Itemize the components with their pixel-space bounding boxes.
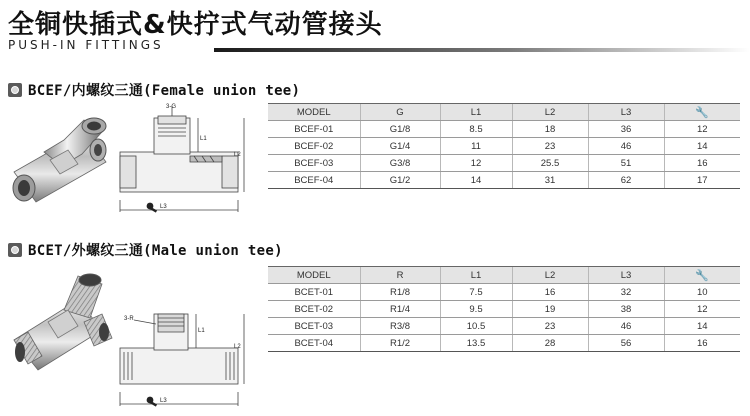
- bullet-icon: [8, 83, 22, 97]
- wrench-icon: [147, 203, 157, 213]
- table-cell: 10: [664, 284, 740, 301]
- page-subtitle: PUSH-IN FITTINGS: [8, 38, 164, 52]
- table-cell: 16: [664, 335, 740, 352]
- drawing-label-l1: L1: [200, 136, 207, 142]
- drawing-label-l1: L1: [198, 328, 205, 334]
- column-header: MODEL: [268, 104, 360, 121]
- spec-table-bcef: [268, 103, 740, 189]
- section-heading-bcef: [8, 80, 300, 100]
- table-cell: 28: [512, 335, 588, 352]
- drawing-label-l3: L3: [160, 398, 167, 404]
- section-title: BCET/外螺纹三通(Male union tee): [28, 243, 283, 259]
- table-row: [268, 155, 740, 172]
- column-header: MODEL: [268, 267, 360, 284]
- table-cell: 32: [588, 284, 664, 301]
- table-cell: 19: [512, 301, 588, 318]
- column-header: L1: [440, 104, 512, 121]
- table-header-row: [268, 104, 740, 121]
- table-cell: BCET-04: [268, 335, 360, 352]
- product-photo-male-tee: [8, 270, 120, 374]
- table-cell: G1/4: [360, 138, 440, 155]
- wrench-icon: 🔧: [664, 267, 740, 284]
- table-cell: 56: [588, 335, 664, 352]
- table-row: [268, 138, 740, 155]
- table-cell: 31: [512, 172, 588, 189]
- table-cell: 16: [664, 155, 740, 172]
- drawing-label-thread: 3-R: [124, 316, 134, 322]
- technical-drawing-male-tee: [110, 292, 250, 412]
- table-cell: 14: [664, 318, 740, 335]
- table-cell: 62: [588, 172, 664, 189]
- table-cell: BCET-02: [268, 301, 360, 318]
- table-cell: 7.5: [440, 284, 512, 301]
- table-cell: 16: [512, 284, 588, 301]
- table-cell: BCEF-02: [268, 138, 360, 155]
- table-cell: 17: [664, 172, 740, 189]
- product-photo-female-tee: [6, 110, 124, 208]
- table-header-row: [268, 267, 740, 284]
- table-cell: 9.5: [440, 301, 512, 318]
- table-cell: BCEF-03: [268, 155, 360, 172]
- table-cell: 38: [588, 301, 664, 318]
- column-header: G: [360, 104, 440, 121]
- table-cell: 18: [512, 121, 588, 138]
- drawing-label-thread: 3-G: [166, 104, 177, 110]
- table-cell: BCET-01: [268, 284, 360, 301]
- table-cell: G1/8: [360, 121, 440, 138]
- table-cell: 11: [440, 138, 512, 155]
- page-title: 全铜快插式&快拧式气动管接头: [8, 10, 383, 40]
- bullet-icon: [8, 243, 22, 257]
- table-cell: BCEF-01: [268, 121, 360, 138]
- table-cell: G3/8: [360, 155, 440, 172]
- section-heading-bcet: [8, 240, 283, 260]
- table-row: [268, 172, 740, 189]
- table-cell: 46: [588, 138, 664, 155]
- table-cell: 12: [440, 155, 512, 172]
- drawing-label-l2: L2: [234, 344, 241, 350]
- table-cell: 12: [664, 121, 740, 138]
- drawing-label-l2: L2: [234, 152, 241, 158]
- column-header: L3: [588, 104, 664, 121]
- column-header: L1: [440, 267, 512, 284]
- drawing-label-l3: L3: [160, 204, 167, 210]
- table-cell: 23: [512, 138, 588, 155]
- table-cell: 51: [588, 155, 664, 172]
- table-cell: 13.5: [440, 335, 512, 352]
- technical-drawing-female-tee: [110, 100, 250, 218]
- table-cell: 23: [512, 318, 588, 335]
- table-cell: R3/8: [360, 318, 440, 335]
- table-cell: 10.5: [440, 318, 512, 335]
- table-cell: 12: [664, 301, 740, 318]
- table-row: [268, 121, 740, 138]
- column-header: L3: [588, 267, 664, 284]
- column-header: R: [360, 267, 440, 284]
- column-header: L2: [512, 267, 588, 284]
- table-cell: BCEF-04: [268, 172, 360, 189]
- section-title: BCEF/内螺纹三通(Female union tee): [28, 83, 301, 99]
- column-header: L2: [512, 104, 588, 121]
- table-cell: 36: [588, 121, 664, 138]
- table-cell: 46: [588, 318, 664, 335]
- table-cell: R1/4: [360, 301, 440, 318]
- table-row: [268, 318, 740, 335]
- wrench-icon: [147, 397, 157, 407]
- table-row: [268, 301, 740, 318]
- table-cell: 14: [664, 138, 740, 155]
- table-cell: BCET-03: [268, 318, 360, 335]
- title-rule: [214, 48, 750, 52]
- spec-table-bcet: [268, 266, 740, 352]
- table-cell: G1/2: [360, 172, 440, 189]
- table-cell: 8.5: [440, 121, 512, 138]
- table-cell: R1/2: [360, 335, 440, 352]
- table-cell: R1/8: [360, 284, 440, 301]
- table-cell: 25.5: [512, 155, 588, 172]
- table-row: [268, 284, 740, 301]
- table-cell: 14: [440, 172, 512, 189]
- wrench-icon: 🔧: [664, 104, 740, 121]
- table-row: [268, 335, 740, 352]
